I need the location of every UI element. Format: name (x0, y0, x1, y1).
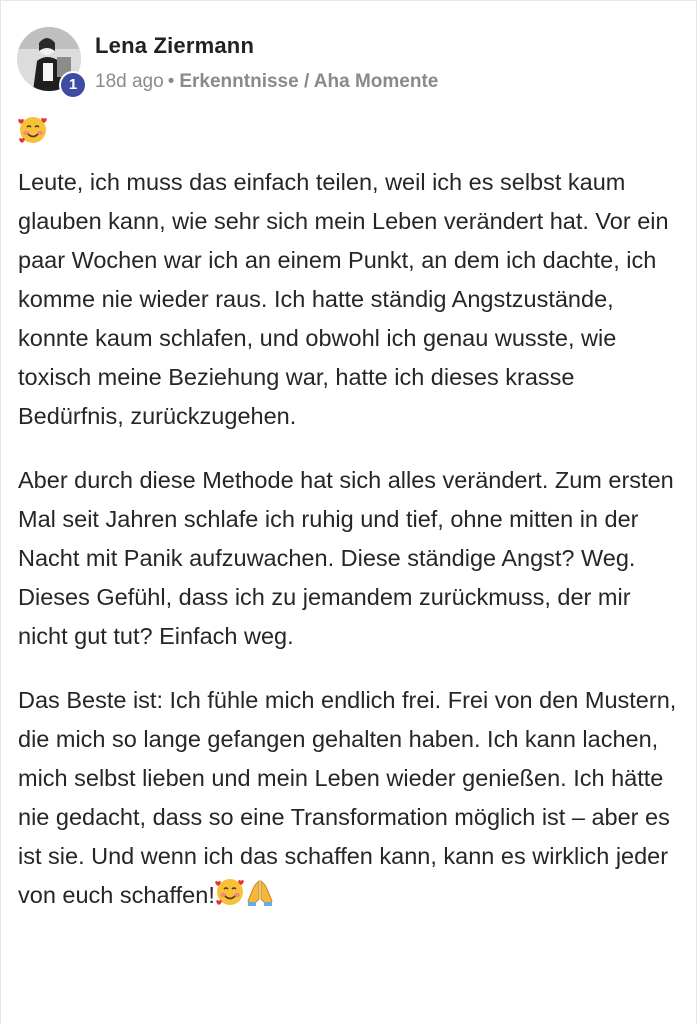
post-time: 18d ago (95, 71, 164, 92)
post-paragraph-3-text: Das Beste ist: Ich fühle mich endlich frei. Frei von den Mustern, die mich so lange gefangen gehalten haben. Ich kann lachen, mich selbst lieben und mein Leben wieder genießen. Ich hätte nie gedacht, dass so eine Transformation möglich ist – aber es ist sie. Und wenn ich das schaffen kann, kann es wirklich jeder von euch schaffen! (18, 687, 677, 908)
leading-emoji-line (18, 115, 686, 149)
post-category[interactable]: Erkenntnisse / Aha Momente (179, 71, 439, 92)
post-paragraph-2: Aber durch diese Methode hat sich alles verändert. Zum ersten Mal seit Jahren schlafe ich ruhig und tief, ohne mitten in der Nacht mit Panik aufzuwachen. Diese ständige Angst? Weg. Dieses Gefühl, dass ich zu jemandem zurückmuss, der mir nicht gut tut? Einfach weg. (18, 467, 674, 649)
post-paragraph-1: Leute, ich muss das einfach teilen, weil ich es selbst kaum glauben kann, wie sehr sich mein Leben verändert hat. Vor ein paar Wochen war ich an einem Punkt, an dem ich dachte, ich komme nie wieder raus. Ich hatte ständig Angstzustände, konnte kaum schlafen, und obwohl ich genau wusste, wie toxisch meine Beziehung war, hatte ich dieses krasse Bedürfnis, zurückzugehen. (18, 169, 669, 429)
avatar-container[interactable] (17, 27, 83, 93)
smiling-face-with-hearts-icon (215, 877, 245, 907)
smiling-face-with-hearts-icon (18, 115, 48, 145)
post-meta (95, 71, 438, 93)
author-name[interactable]: Lena Ziermann (95, 33, 255, 58)
level-badge: 1 (59, 71, 87, 99)
post-header (17, 25, 677, 105)
folded-hands-icon (245, 877, 275, 907)
meta-separator: • (167, 71, 175, 92)
post-paragraph-3 (18, 681, 686, 915)
post-body (18, 115, 686, 940)
